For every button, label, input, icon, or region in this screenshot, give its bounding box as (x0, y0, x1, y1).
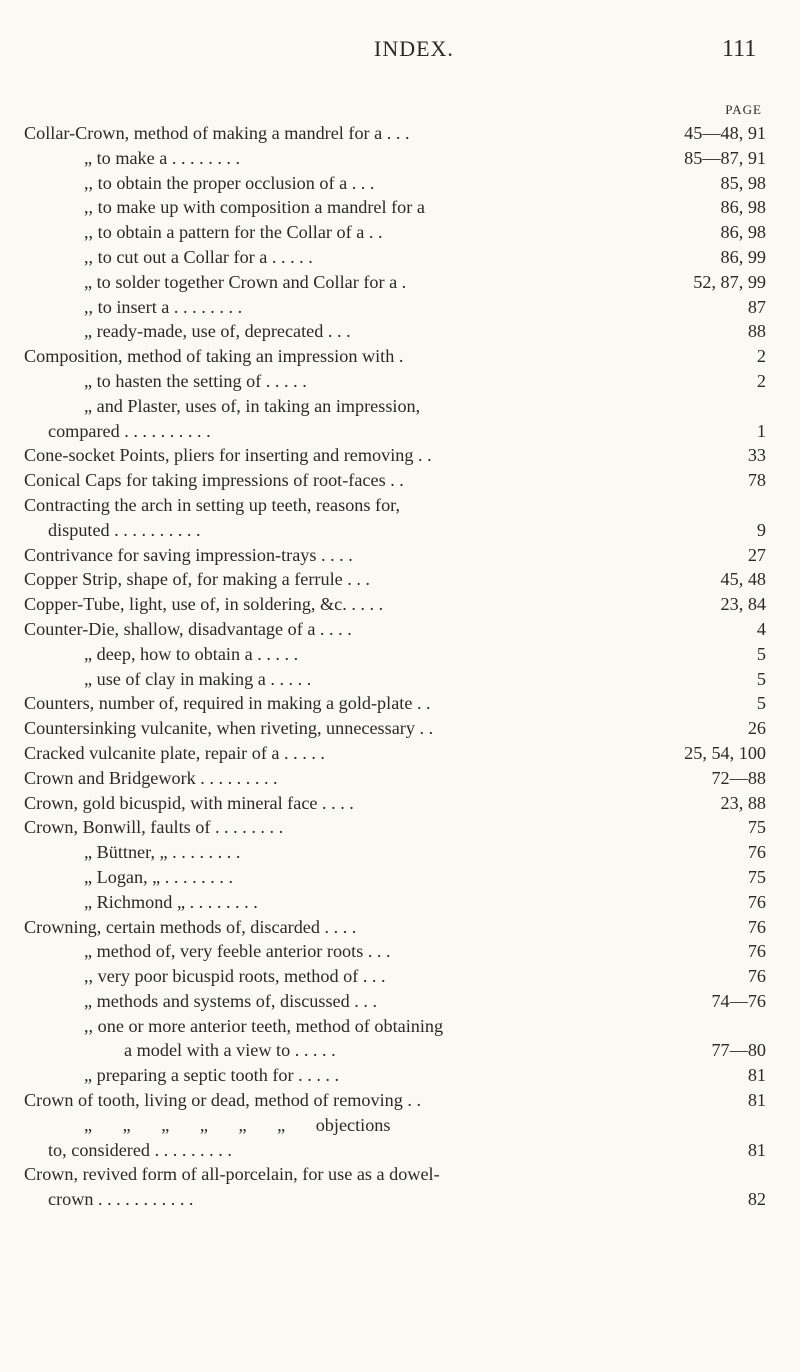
index-entry: Cracked vulcanite plate, repair of a . . . . . 25, 54, 100 (24, 742, 766, 763)
index-entry: disputed . . . . . . . . . . 9 (48, 519, 766, 540)
page-header (0, 36, 800, 72)
index-entry: „ method of, very feeble anterior roots . . . 76 (84, 941, 766, 962)
index-entry: Countersinking vulcanite, when riveting, unnecessary . . 26 (24, 718, 766, 739)
index-entry: ,, very poor bicuspid roots, method of . . . 76 (84, 966, 766, 987)
index-entry: Crown, gold bicuspid, with mineral face . . . . 23, 88 (24, 792, 766, 813)
page-column-header: PAGE (725, 102, 762, 117)
index-entry: Contrivance for saving impression-trays . . . . 27 (24, 544, 766, 565)
index-entry: to, considered . . . . . . . . . 81 (48, 1139, 766, 1160)
index-entry: „ Logan, „ . . . . . . . . 75 (84, 866, 766, 887)
index-entry: „ ready-made, use of, deprecated . . . 88 (84, 321, 766, 342)
index-entry: Counters, number of, required in making a gold-plate . . 5 (24, 693, 766, 714)
index-entry: „ methods and systems of, discussed . . . 74—76 (84, 990, 766, 1011)
index-entry: ,, to obtain a pattern for the Collar of a . . 86, 98 (84, 222, 766, 243)
index-entry: ,, to cut out a Collar for a . . . . . 86, 99 (84, 246, 766, 267)
index-entry: „ Büttner, „ . . . . . . . . 76 (84, 842, 766, 863)
index-entry: Copper-Tube, light, use of, in soldering, &c. . . . . 23, 84 (24, 594, 766, 615)
index-entry: „ to solder together Crown and Collar for a . 52, 87, 99 (84, 271, 766, 292)
index-entry: compared . . . . . . . . . . 1 (48, 420, 766, 441)
index-entry: Crowning, certain methods of, discarded . . . . 76 (24, 916, 766, 937)
index-entry: Conical Caps for taking impressions of root-faces . . 78 (24, 470, 766, 491)
index-entry: Counter-Die, shallow, disadvantage of a . . . . 4 (24, 618, 766, 639)
index-entry: „ to make a . . . . . . . . 85—87, 91 (84, 147, 766, 168)
index-entry: „ use of clay in making a . . . . . 5 (84, 668, 766, 689)
index-entry: „ preparing a septic tooth for . . . . . 81 (84, 1065, 766, 1086)
index-entry: a model with a view to . . . . . 77—80 (124, 1040, 766, 1061)
index-entry: Composition, method of taking an impression with . 2 (24, 346, 766, 367)
index-entry: Crown, revived form of all-porcelain, for use as a dowel- (24, 1164, 440, 1185)
running-title: INDEX. (374, 36, 454, 61)
index-entry: Copper Strip, shape of, for making a ferrule . . . 45, 48 (24, 569, 766, 590)
index-entries (24, 121, 790, 1212)
index-entry: Crown and Bridgework . . . . . . . . . 72—88 (24, 767, 766, 788)
index-entry: „ deep, how to obtain a . . . . . 5 (84, 643, 766, 664)
index-entry: Crown, Bonwill, faults of . . . . . . . . 75 (24, 817, 766, 838)
index-entry: Collar-Crown, method of making a mandrel for a . . . 45—48, 91 (24, 123, 766, 143)
index-entry: Crown of tooth, living or dead, method of removing . . 81 (24, 1090, 766, 1111)
index-entry: „ and Plaster, uses of, in taking an impression, (84, 395, 421, 416)
index-entry: Contracting the arch in setting up teeth, reasons for, (24, 494, 401, 515)
index-entry: crown . . . . . . . . . . . 82 (48, 1189, 766, 1210)
index-entry: „ Richmond „ . . . . . . . . 76 (84, 891, 766, 912)
index-entry: Cone-socket Points, pliers for inserting and removing . . 33 (24, 445, 766, 466)
page-number: 111 (722, 36, 757, 62)
index-entry: „ to hasten the setting of . . . . . 2 (84, 370, 766, 391)
index-entry: „ „ „ „ „ „ objections (84, 1114, 391, 1135)
index-entry: ,, to make up with composition a mandrel for a 86, 98 (84, 197, 766, 218)
index-entry: ,, to insert a . . . . . . . . 87 (84, 296, 766, 317)
index-entry: ,, to obtain the proper occlusion of a . . . 85, 98 (84, 172, 766, 193)
index-entry: ,, one or more anterior teeth, method of obtaining (84, 1015, 444, 1036)
